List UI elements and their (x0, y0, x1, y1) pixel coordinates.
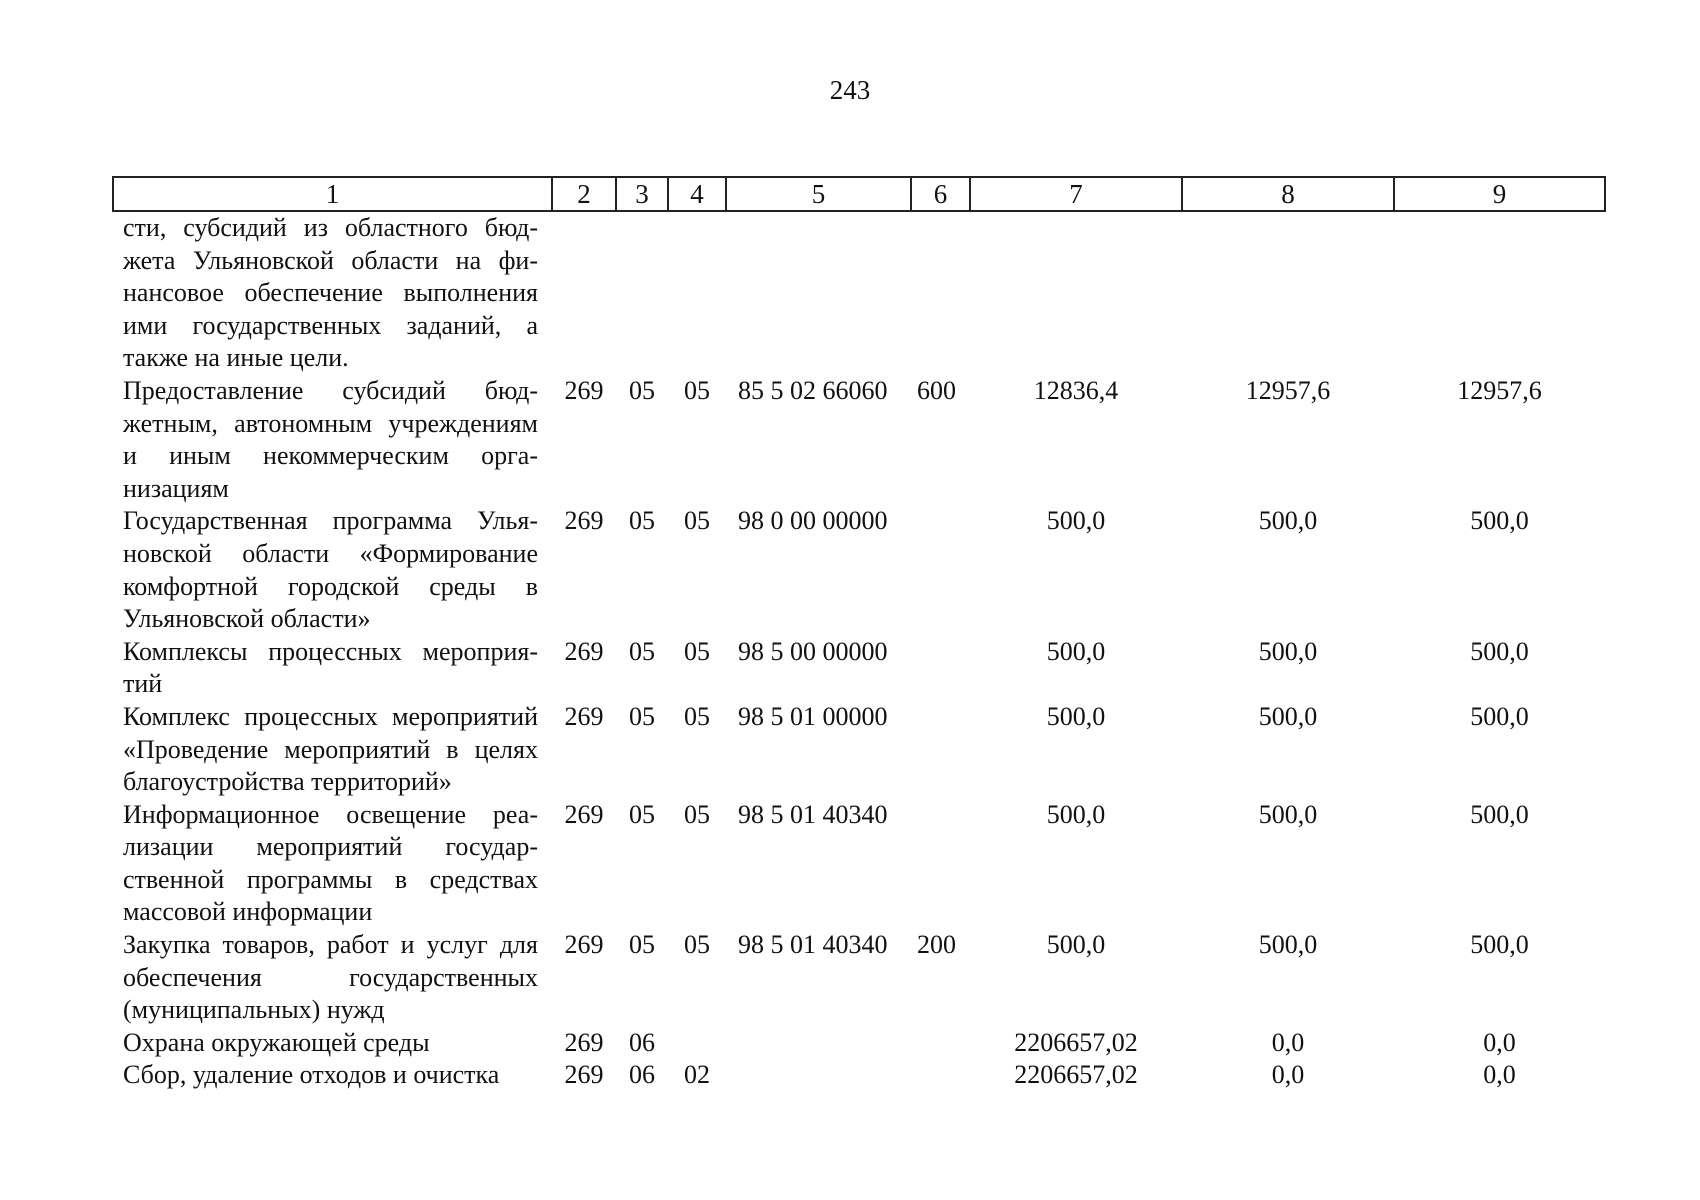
amount-col-7: 500,0 (1046, 506, 1106, 536)
subsection-code: 05 (684, 701, 710, 731)
grbs-code: 269 (564, 799, 604, 829)
section-code: 05 (629, 701, 655, 731)
amount-col-7: 500,0 (1046, 799, 1106, 829)
subsection-code: 05 (684, 506, 710, 536)
target-article-code (726, 211, 911, 375)
table-row (113, 211, 1605, 375)
column-header: 9 (1394, 177, 1605, 211)
expense-type-code (911, 1027, 970, 1060)
expense-type-code (911, 1059, 970, 1092)
table-row (113, 799, 1605, 929)
amount-col-9: 500,0 (1470, 930, 1529, 960)
amount-col-8: 500,0 (1258, 799, 1318, 829)
header-row (113, 177, 1605, 211)
expense-type-code (911, 505, 970, 635)
page-number: 243 (829, 75, 871, 105)
amount-col-8: 0,0 (1271, 1027, 1305, 1057)
target-article-code: 98 5 01 00000 (738, 701, 888, 731)
grbs-code: 269 (564, 375, 604, 405)
target-article-code (726, 1059, 911, 1092)
target-article-code: 98 5 01 40340 (738, 799, 888, 829)
column-header: 3 (616, 177, 668, 211)
amount-col-8: 500,0 (1258, 506, 1318, 536)
section-code: 05 (629, 930, 655, 960)
table-row (113, 929, 1605, 1027)
section-code: 05 (629, 636, 655, 666)
item-name: Сбор, удаление отходов и очистка (123, 1060, 500, 1090)
item-name: Комплексы процессных мероприятий (123, 636, 538, 699)
section-code: 05 (629, 799, 655, 829)
amount-col-7: 500,0 (1046, 930, 1106, 960)
amount-col-7: 12836,4 (1033, 375, 1119, 405)
amount-col-9: 0,0 (1483, 1027, 1516, 1057)
section-code: 06 (629, 1027, 655, 1057)
expense-type-code: 200 (917, 930, 956, 960)
subsection-code (668, 1027, 726, 1060)
table-row (113, 505, 1605, 635)
column-header: 1 (113, 177, 552, 211)
amount-col-8: 0,0 (1271, 1060, 1305, 1090)
section-code: 05 (629, 506, 655, 536)
column-header: 8 (1182, 177, 1394, 211)
target-article-code (726, 1027, 911, 1060)
subsection-code (668, 211, 726, 375)
table-row (113, 701, 1605, 799)
amount-col-9: 500,0 (1470, 506, 1529, 536)
target-article-code: 85 5 02 66060 (738, 375, 888, 405)
expense-type-code (911, 701, 970, 799)
item-name: Государственная программа Ульяновской области «Формирование комфортной городской среды в Ульяновской области» (123, 506, 538, 634)
amount-col-7: 2206657,02 (1014, 1027, 1138, 1057)
amount-col-9: 500,0 (1470, 636, 1529, 666)
amount-col-9: 500,0 (1470, 799, 1529, 829)
subsection-code: 05 (684, 799, 710, 829)
amount-col-8: 500,0 (1258, 701, 1318, 731)
grbs-code: 269 (564, 1027, 604, 1057)
grbs-code: 269 (564, 506, 604, 536)
target-article-code: 98 5 01 40340 (738, 930, 888, 960)
item-name: Комплекс процессных мероприятий «Проведение мероприятий в целях благоустройства территорий» (123, 701, 538, 797)
expense-type-code (911, 799, 970, 929)
expense-type-code (911, 636, 970, 701)
grbs-code: 269 (564, 636, 604, 666)
table-row (113, 375, 1605, 505)
section-code (616, 211, 668, 375)
table-row (113, 1059, 1605, 1092)
budget-table (112, 176, 1606, 1092)
item-name: Предоставление субсидий бюджетным, автономным учреждениям и иным некоммерческим организациям (123, 375, 538, 503)
table-row (113, 1027, 1605, 1060)
amount-col-8 (1182, 211, 1394, 375)
section-code: 06 (629, 1060, 655, 1090)
amount-col-9: 12957,6 (1457, 375, 1542, 405)
subsection-code: 05 (684, 636, 710, 666)
expense-type-code: 600 (917, 375, 956, 405)
item-name: сти, субсидий из областного бюджета Ульяновской области на финансовое обеспечение выполнения ими государственных заданий, а также на иные цели. (123, 213, 538, 373)
amount-col-8: 500,0 (1258, 930, 1318, 960)
grbs-code: 269 (564, 930, 604, 960)
amount-col-8: 12957,6 (1245, 375, 1331, 405)
column-header: 5 (726, 177, 911, 211)
section-code: 05 (629, 375, 655, 405)
grbs-code: 269 (564, 1060, 604, 1090)
subsection-code: 05 (684, 375, 710, 405)
table-row (113, 636, 1605, 701)
column-header: 7 (970, 177, 1182, 211)
column-header: 4 (668, 177, 726, 211)
amount-col-7: 500,0 (1046, 701, 1106, 731)
amount-col-7: 500,0 (1046, 636, 1106, 666)
amount-col-9 (1394, 211, 1605, 375)
amount-col-9: 0,0 (1483, 1060, 1516, 1090)
amount-col-7: 2206657,02 (1014, 1060, 1138, 1090)
amount-col-7 (970, 211, 1182, 375)
target-article-code: 98 0 00 00000 (738, 506, 888, 536)
subsection-code: 05 (684, 930, 710, 960)
column-header: 6 (911, 177, 970, 211)
target-article-code: 98 5 00 00000 (738, 636, 888, 666)
grbs-code: 269 (564, 701, 604, 731)
expense-type-code (911, 211, 970, 375)
item-name: Закупка товаров, работ и услуг для обеспечения государственных (муниципальных) нужд (123, 930, 538, 1025)
item-name: Охрана окружающей среды (123, 1027, 430, 1057)
item-name: Информационное освещение реализации мероприятий государственной программы в средствах массовой информации (123, 799, 538, 927)
grbs-code (552, 211, 616, 375)
column-header: 2 (552, 177, 616, 211)
amount-col-9: 500,0 (1470, 701, 1529, 731)
amount-col-8: 500,0 (1258, 636, 1318, 666)
subsection-code: 02 (684, 1060, 710, 1090)
